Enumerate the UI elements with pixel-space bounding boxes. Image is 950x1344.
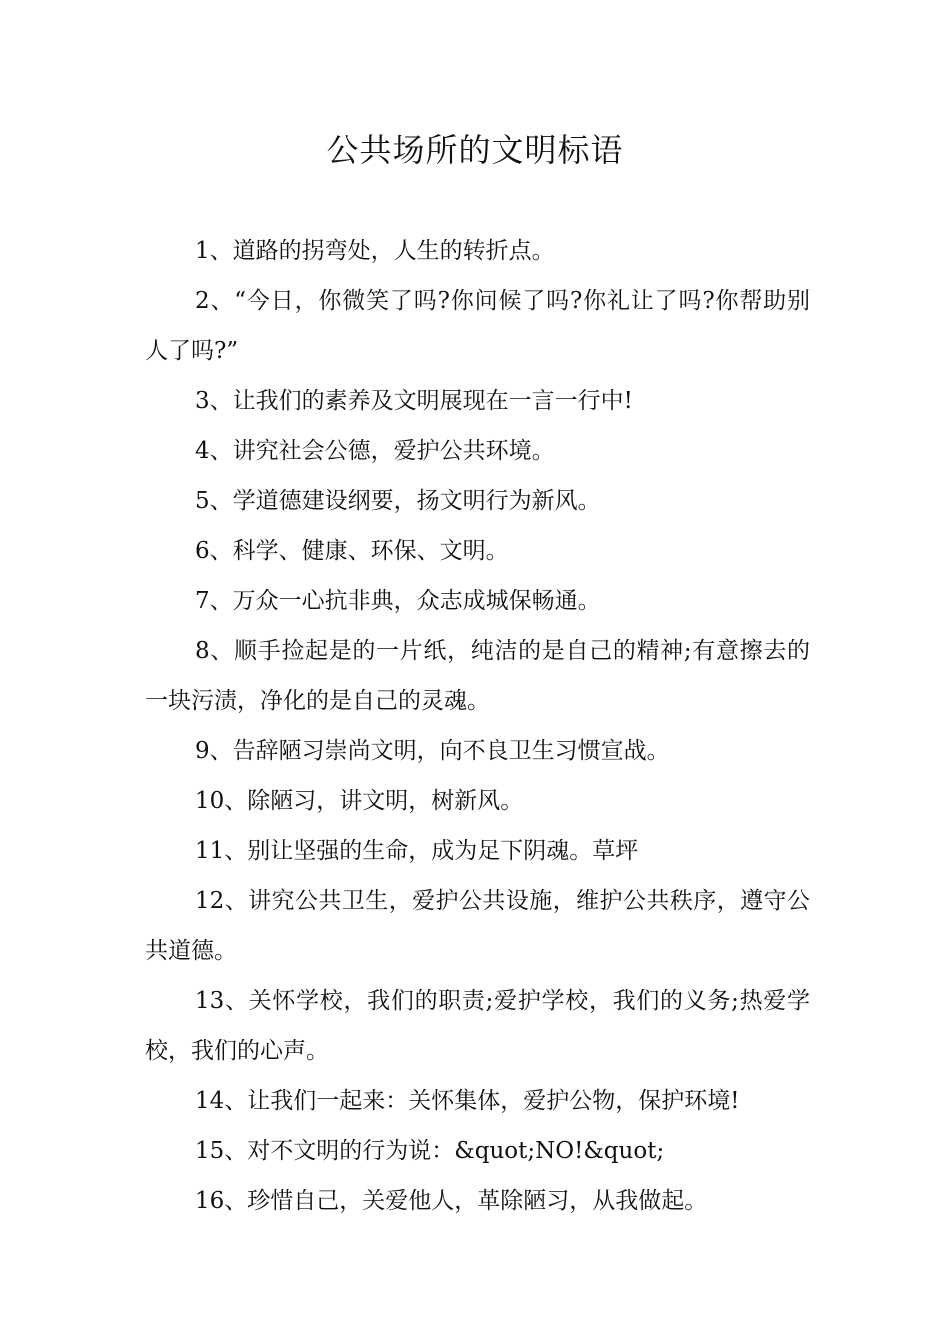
slogan-paragraph: 4、讲究社会公德，爱护公共环境。 [195, 438, 555, 464]
slogan-paragraph: 13、关怀学校，我们的职责;爱护学校，我们的义务;热爱学校，我们的心声。 [145, 988, 810, 1064]
slogan-paragraph: 8、顺手捡起是的一片纸，纯洁的是自己的精神;有意擦去的一块污渍，净化的是自己的灵魂。 [145, 638, 810, 714]
slogan-paragraph: 1、道路的拐弯处，人生的转折点。 [195, 238, 555, 264]
slogan-paragraph: 2、“今日，你微笑了吗?你问候了吗?你礼让了吗?你帮助别人了吗?” [145, 288, 810, 364]
slogan-paragraph: 15、对不文明的行为说：&quot;NO!&quot; [195, 1138, 665, 1164]
slogan-paragraph: 9、告辞陋习崇尚文明，向不良卫生习惯宣战。 [195, 738, 670, 764]
document-body [145, 226, 810, 1226]
slogan-paragraph: 7、万众一心抗非典，众志成城保畅通。 [195, 588, 601, 614]
slogan-paragraph: 6、科学、健康、环保、文明。 [195, 538, 509, 564]
slogan-paragraph: 16、珍惜自己，关爱他人，革除陋习，从我做起。 [195, 1188, 708, 1214]
slogan-paragraph: 3、让我们的素养及文明展现在一言一行中! [195, 388, 633, 414]
document-title: 公共场所的文明标语 [326, 131, 624, 169]
slogan-paragraph: 10、除陋习，讲文明，树新风。 [195, 788, 524, 814]
slogan-paragraph: 5、学道德建设纲要，扬文明行为新风。 [195, 488, 601, 514]
slogan-paragraph: 11、别让坚强的生命，成为足下阴魂。草坪 [195, 838, 639, 864]
slogan-paragraph: 12、讲究公共卫生，爱护公共设施，维护公共秩序，遵守公共道德。 [145, 888, 810, 964]
slogan-paragraph: 14、让我们一起来：关怀集体，爱护公物，保护环境! [195, 1088, 740, 1114]
